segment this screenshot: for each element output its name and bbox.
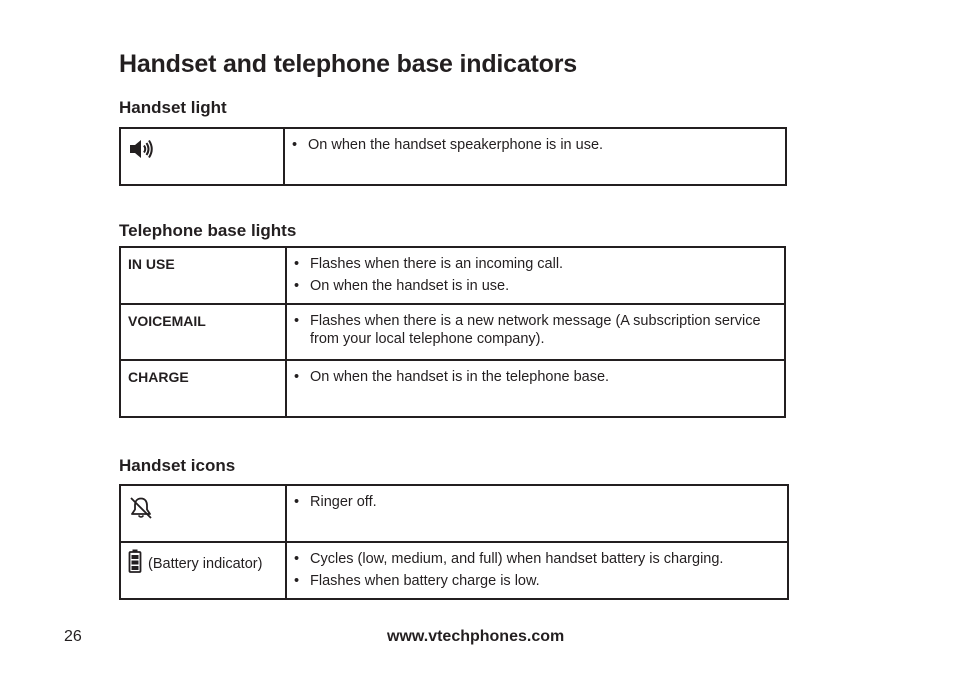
label-cell (120, 360, 286, 417)
table-row (120, 485, 788, 542)
battery-icon (128, 549, 142, 578)
description-cell (286, 485, 788, 542)
handset-icons-table (119, 484, 789, 600)
table-row (120, 128, 786, 185)
description-cell (284, 128, 786, 185)
list-item: • On when the handset is in the telephone base. (293, 368, 778, 386)
description-cell (286, 542, 788, 599)
handset-light-heading: Handset light (119, 98, 227, 117)
table-row (120, 360, 785, 417)
voicemail-label: VOICEMAIL (128, 313, 206, 329)
ringer-off-icon (128, 496, 154, 525)
handset-icons-heading: Handset icons (119, 456, 236, 475)
battery-indicator-label: (Battery indicator) (148, 555, 263, 572)
icon-cell (120, 485, 286, 542)
description-cell (286, 247, 785, 304)
list-item: • Flashes when there is a new network message (A subscription service from your local telephone company). (293, 312, 778, 348)
description-cell (286, 360, 785, 417)
label-cell (120, 304, 286, 360)
list-item: • Flashes when there is an incoming call. (293, 255, 778, 273)
speakerphone-icon (128, 137, 156, 166)
table-row (120, 542, 788, 599)
icon-cell (120, 128, 284, 185)
list-item: • On when the handset speakerphone is in use. (291, 136, 779, 154)
page-title: Handset and telephone base indicators (119, 50, 577, 78)
website-link[interactable]: www.vtechphones.com (387, 628, 565, 645)
list-item: • Cycles (low, medium, and full) when handset battery is charging. (293, 550, 781, 568)
in-use-label: IN USE (128, 256, 175, 272)
list-item: • Ringer off. (293, 493, 781, 511)
base-lights-table (119, 246, 786, 418)
list-item: • Flashes when battery charge is low. (293, 572, 781, 590)
label-cell (120, 247, 286, 304)
base-lights-heading: Telephone base lights (119, 221, 297, 240)
table-row (120, 247, 785, 304)
charge-label: CHARGE (128, 369, 189, 385)
description-cell (286, 304, 785, 360)
icon-cell (120, 542, 286, 599)
page-number: 26 (64, 628, 82, 645)
table-row (120, 304, 785, 360)
handset-light-table (119, 127, 787, 186)
list-item: • On when the handset is in use. (293, 277, 778, 295)
